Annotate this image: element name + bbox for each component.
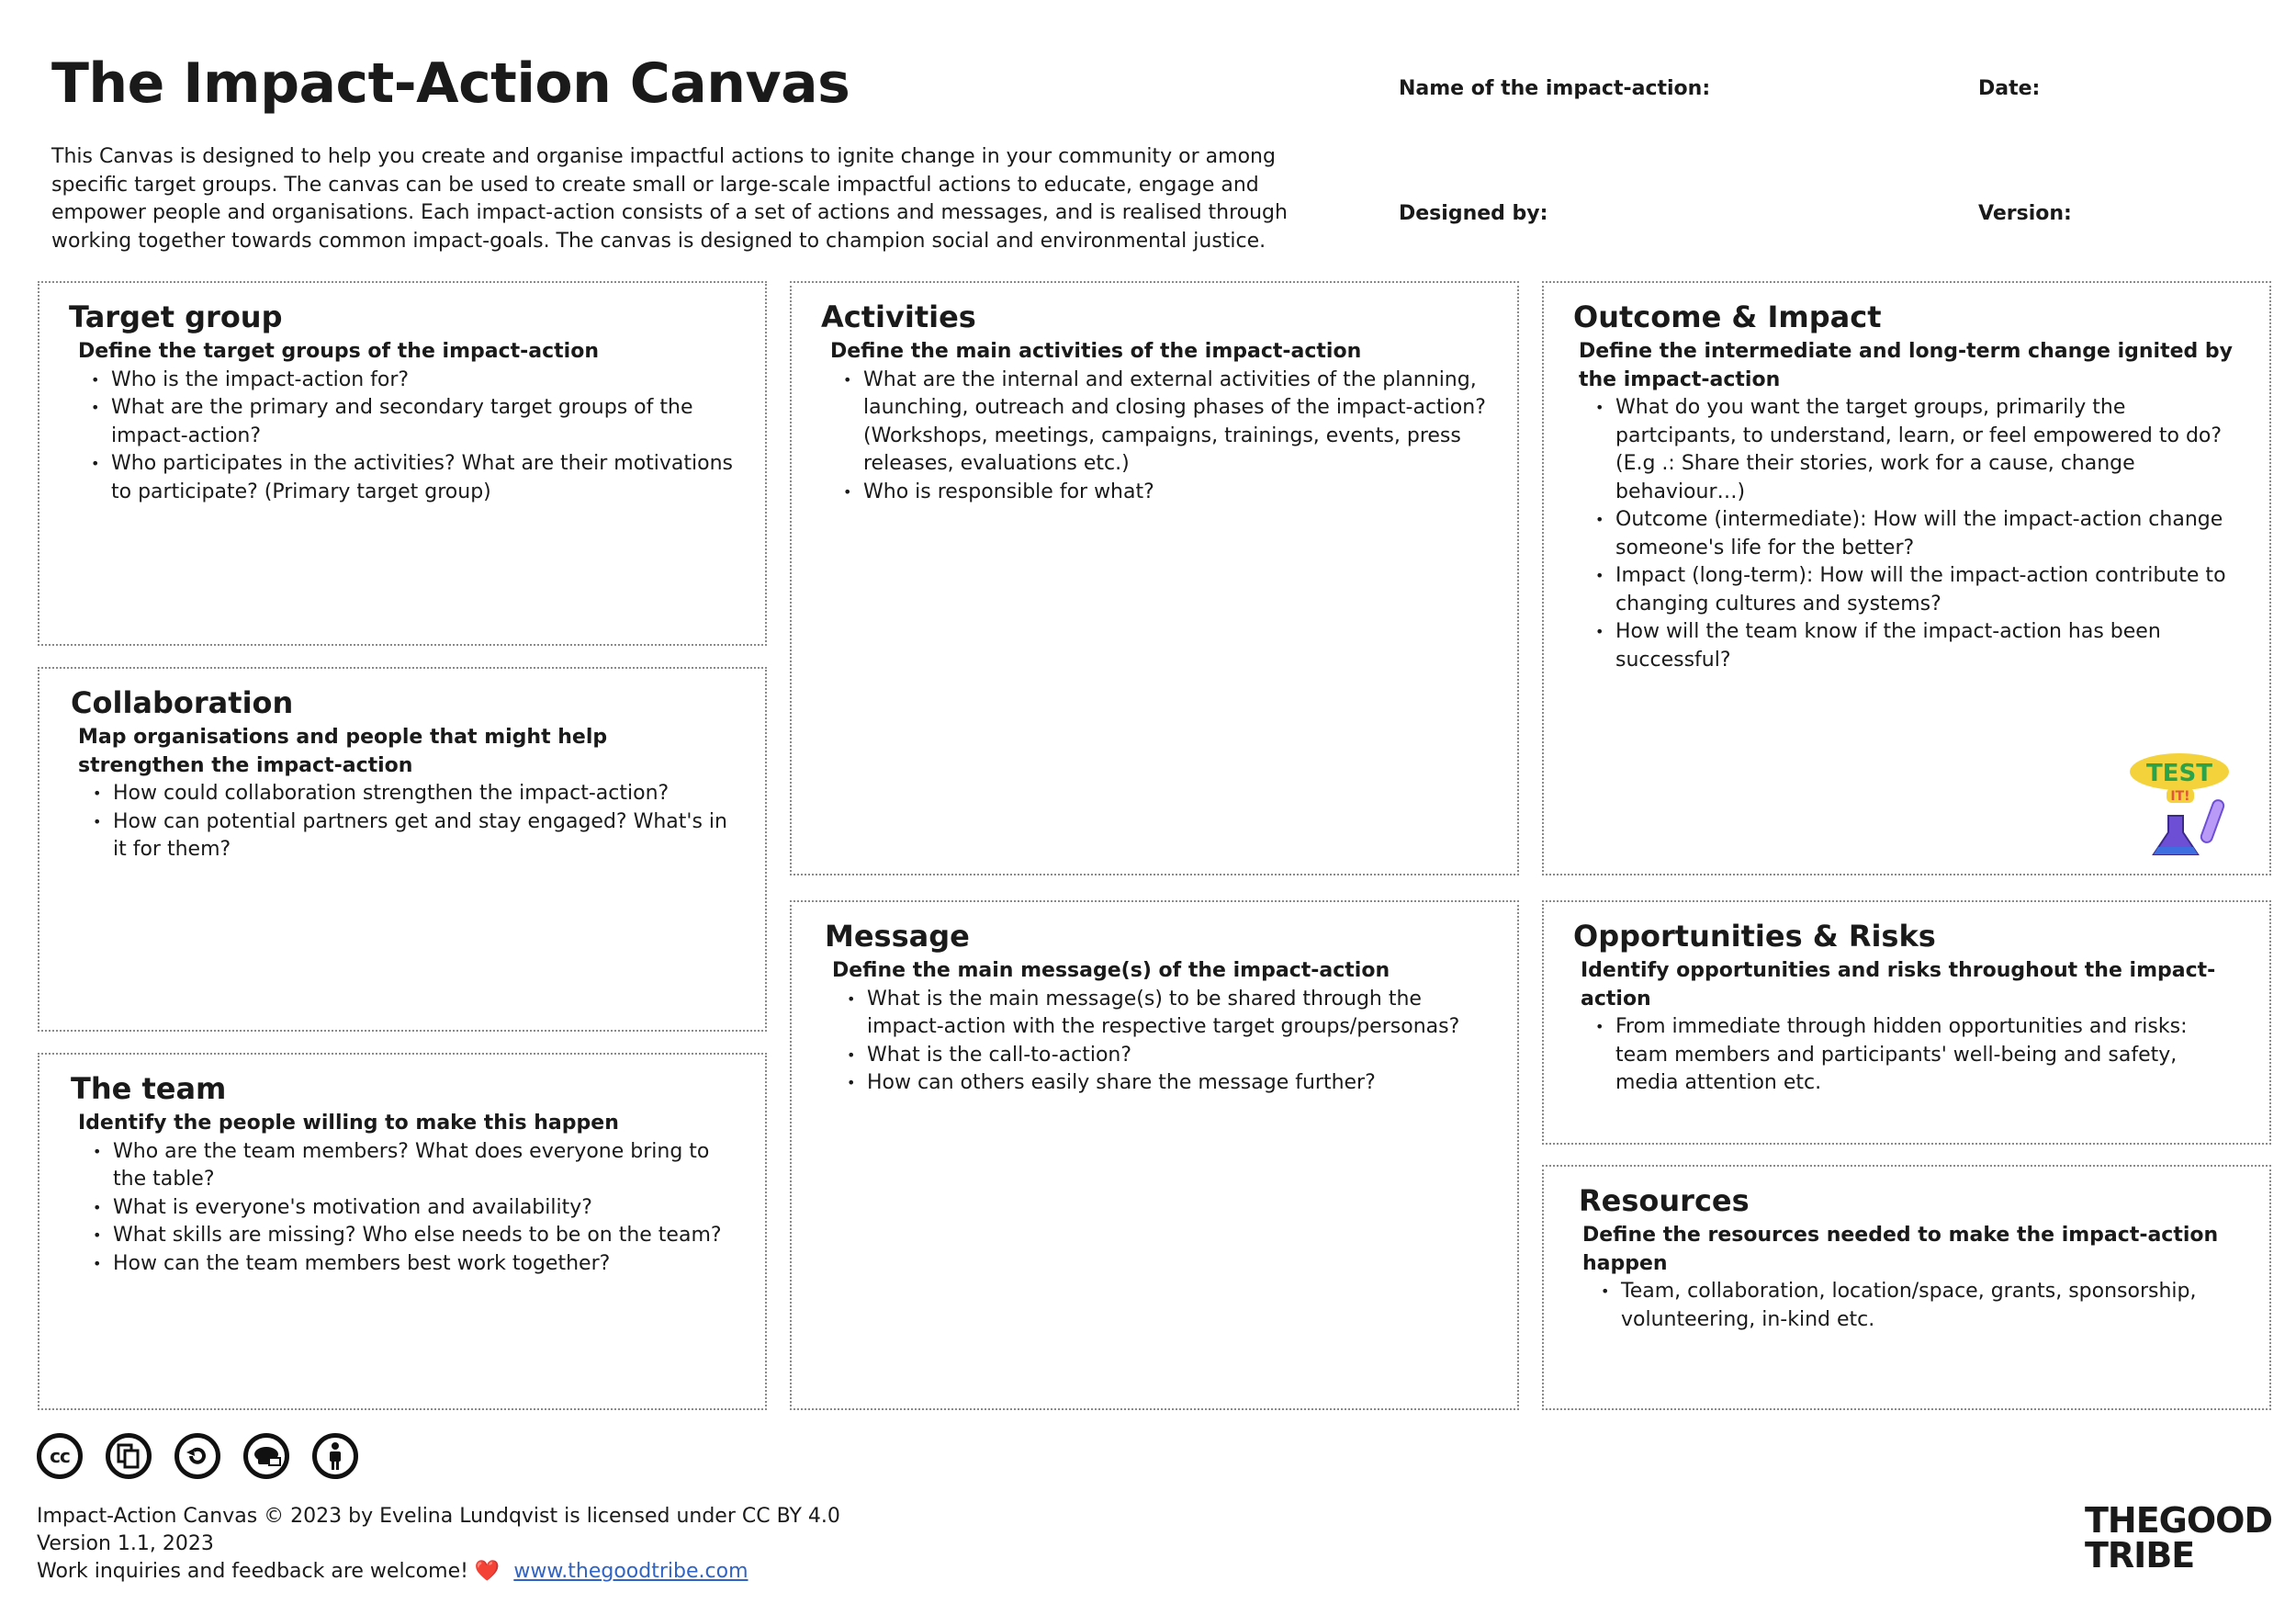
list-item: • Who is the impact-action for?	[111, 367, 737, 395]
activities-box[interactable]	[790, 281, 1519, 875]
box-subtitle: Define the intermediate and long-term change ignited by the impact-action	[1579, 340, 2234, 391]
box-title: Message	[825, 919, 970, 954]
message-box[interactable]	[790, 900, 1519, 1410]
list-item: • How can potential partners get and stay engaged? What's in it for them?	[113, 808, 737, 864]
opportunities-risks-box[interactable]	[1542, 900, 2271, 1145]
list-item: • Who are the team members? What does everyone bring to the table?	[113, 1138, 737, 1194]
box-subtitle: Identify opportunities and risks throughout the impact-action	[1581, 959, 2216, 1011]
question-list	[1579, 1278, 2242, 1334]
question-list	[69, 367, 737, 507]
list-item: • Outcome (intermediate): How will the impact-action change someone's life for the better?	[1615, 506, 2242, 562]
list-item: • Who participates in the activities? What are their motivations to participate? (Primary target group)	[111, 450, 737, 506]
box-title: Target group	[69, 299, 283, 334]
list-item: • Impact (long-term): How will the impact-action contribute to changing cultures and systems?	[1615, 562, 2242, 618]
copy-icon	[106, 1433, 152, 1479]
logo-line-1: THEGOOD	[2085, 1500, 2273, 1541]
outcome-impact-box[interactable]	[1542, 281, 2271, 875]
box-subtitle: Identify the people willing to make this happen	[78, 1112, 619, 1135]
share-alike-icon	[174, 1433, 220, 1479]
test-it-sticker-icon	[2128, 751, 2238, 862]
inquiries-text: Work inquiries and feedback are welcome!	[37, 1560, 468, 1583]
list-item: • How can others easily share the message further?	[867, 1069, 1490, 1098]
inquiries-line	[37, 1558, 748, 1587]
question-list	[821, 367, 1490, 507]
list-item: • What is the main message(s) to be shared through the impact-action with the respective target groups/personas?	[867, 986, 1490, 1042]
heart-icon: ❤️	[474, 1560, 501, 1583]
page-title: The Impact-Action Canvas	[51, 51, 850, 116]
sticker-text-test: TEST	[2146, 760, 2212, 787]
version-field-label: Version:	[1978, 202, 2072, 225]
box-subtitle: Define the main activities of the impact-action	[830, 340, 1362, 364]
box-subtitle: Map organisations and people that might help strengthen the impact-action	[78, 726, 608, 777]
box-subtitle: Define the resources needed to make the impact-action happen	[1582, 1224, 2219, 1275]
date-field-label: Date:	[1978, 77, 2041, 100]
box-title: Opportunities & Risks	[1573, 919, 1936, 954]
list-item: • How could collaboration strengthen the impact-action?	[113, 780, 737, 808]
intro-text: This Canvas is designed to help you create and organise impactful actions to ignite change in your community or among specific target groups. The canvas can be used to create small or large-scale impactful actions to educate, engage and empower people and organisations. Each impact-action consists of a set of actions and messages, and is realised through working together towards common impact-goals. The canvas is designed to champion social and environmental justice.	[51, 145, 1288, 253]
logo-line-2: TRIBE	[2085, 1535, 2195, 1575]
box-title: Collaboration	[71, 685, 294, 720]
list-item: • Team, collaboration, location/space, grants, sponsorship, volunteering, in-kind etc.	[1621, 1278, 2242, 1334]
version-text: Version 1.1, 2023	[37, 1532, 214, 1555]
resources-box[interactable]	[1542, 1165, 2271, 1410]
list-item: • What do you want the target groups, primarily the partcipants, to understand, learn, or feel empowered to do? (E.g .: Share their stories, work for a cause, change behaviour…)	[1615, 394, 2242, 506]
designed-by-field-label: Designed by:	[1399, 202, 1548, 225]
non-commercial-icon	[243, 1433, 289, 1479]
box-title: Resources	[1579, 1183, 1750, 1218]
box-subtitle: Define the target groups of the impact-action	[78, 340, 599, 364]
question-list	[71, 1138, 737, 1279]
question-list	[71, 780, 737, 864]
question-list	[1573, 394, 2242, 674]
question-list	[825, 986, 1490, 1098]
team-box[interactable]	[38, 1053, 767, 1410]
attribution-icon	[312, 1433, 358, 1479]
list-item: • How can the team members best work together?	[113, 1250, 737, 1279]
sticker-text-it: IT!	[2170, 789, 2190, 804]
box-title: The team	[71, 1071, 227, 1106]
question-list	[1573, 1013, 2242, 1098]
box-title: Outcome & Impact	[1573, 299, 1882, 334]
the-good-tribe-logo	[2085, 1500, 2273, 1575]
box-subtitle: Define the main message(s) of the impact-action	[832, 959, 1390, 983]
list-item: • What are the internal and external activities of the planning, launching, outreach and closing phases of the impact-action? (Workshops, meetings, campaigns, trainings, events, press releases, evaluations etc.)	[863, 367, 1490, 479]
cc-icon: cc	[37, 1433, 83, 1479]
list-item: • What skills are missing? Who else needs to be on the team?	[113, 1222, 737, 1250]
license-text: Impact-Action Canvas © 2023 by Evelina Lundqvist is licensed under CC BY 4.0	[37, 1505, 840, 1528]
list-item: • What are the primary and secondary target groups of the impact-action?	[111, 394, 737, 450]
list-item: • What is the call-to-action?	[867, 1042, 1490, 1070]
list-item: • What is everyone's motivation and availability?	[113, 1194, 737, 1223]
list-item: • Who is responsible for what?	[863, 479, 1490, 507]
list-item: • How will the team know if the impact-action has been successful?	[1615, 618, 2242, 674]
website-link[interactable]: www.thegoodtribe.com	[513, 1560, 748, 1583]
target-group-box[interactable]	[38, 281, 767, 646]
box-title: Activities	[821, 299, 976, 334]
collaboration-box[interactable]	[38, 667, 767, 1032]
name-field-label: Name of the impact-action:	[1399, 77, 1711, 100]
list-item: • From immediate through hidden opportunities and risks: team members and participants' well-being and safety, media attention etc.	[1615, 1013, 2242, 1098]
